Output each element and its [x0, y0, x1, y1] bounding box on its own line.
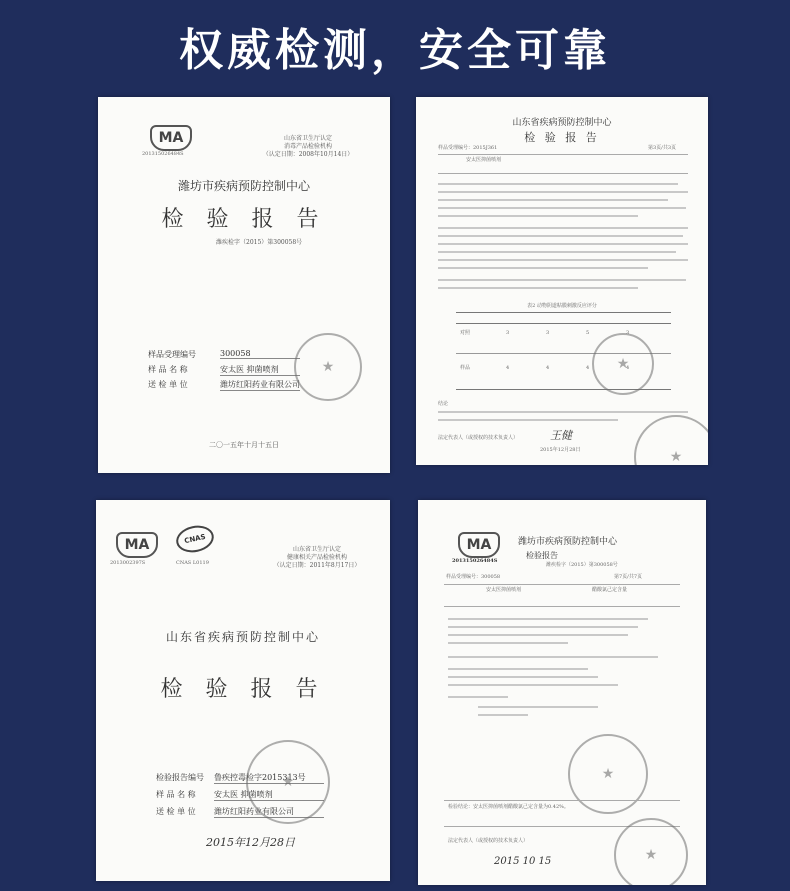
- section-title: 结论: [438, 401, 449, 407]
- sample-number: 样品受理编号：300058: [446, 574, 501, 580]
- organization-name: 潍坊市疾病预防控制中心: [518, 537, 618, 547]
- field-label: 样品受理编号: [148, 350, 196, 359]
- test-conclusion: 检验结论：安太医抑菌喷剂醋酸氯己定含量为0.42%。: [448, 804, 569, 810]
- page-headline: 权威检测，安全可靠: [179, 25, 611, 76]
- test-item: 醋酸氯己定含量: [592, 587, 628, 593]
- report-title: 检验报告: [526, 551, 558, 560]
- signature: 王健: [550, 429, 572, 442]
- cert-number: 201315026484S: [452, 558, 498, 564]
- report-card-weifang-results: [418, 500, 706, 885]
- official-seal-icon: [614, 818, 688, 885]
- field-label: 送 检 单 位: [156, 807, 196, 816]
- field-value: 安太医 抑菌喷剂: [220, 364, 300, 376]
- page-number: 第3页/共3页: [648, 145, 677, 151]
- cert-number: 2013002397S: [110, 560, 146, 566]
- authorization-text: 山东省卫生厅认定 健康相关产品检验机构 （认定日期：2011年8月17日）: [273, 546, 361, 569]
- sample-name: 安太医抑菌喷剂: [486, 587, 522, 593]
- organization-name: 山东省疾病预防控制中心: [512, 118, 612, 128]
- sample-name: 安太医抑菌喷剂: [466, 157, 502, 163]
- organization-name: 山东省疾病预防控制中心: [165, 630, 320, 644]
- report-card-shandong-results: 山东省疾病预防控制中心 检 验 报 告 样品受理编号：2015J361 第3页/共3页 安太医抑菌喷剂 表2 动物阴道粘膜刺激反应评分 对照 3 3 5 3 样品 4 4 4 4 结论 法定代表人（或授权的技术负责人） 王健 2015年12月28日 ★ ★: [416, 97, 708, 465]
- report-date: 二〇一五年十月十五日: [209, 441, 279, 449]
- cnas-number: CNAS L0119: [176, 560, 209, 566]
- official-seal-icon: [568, 734, 648, 814]
- report-number: 潍疾检字（2015）第300058号: [546, 562, 618, 568]
- page-number: 第7页/共7页: [614, 574, 643, 580]
- field-label: 检验报告编号: [156, 773, 204, 782]
- report-date: 2015年12月28日: [540, 447, 581, 453]
- official-seal-icon: [592, 333, 654, 395]
- report-title: 检 验 报 告: [160, 677, 326, 702]
- table-row-group: 对照: [460, 330, 471, 336]
- field-value: 潍坊红阳药业有限公司: [220, 380, 300, 389]
- official-seal-icon: [634, 415, 708, 465]
- signature-label: 法定代表人（或授权的技术负责人）: [438, 435, 519, 441]
- official-seal-icon: [246, 740, 330, 824]
- cma-logo-icon: MA: [116, 532, 158, 558]
- official-seal-icon: [294, 333, 362, 401]
- cnas-logo-icon: CNAS: [174, 522, 217, 555]
- field-value: 鲁疾控毒检字2015313号: [214, 772, 324, 784]
- cma-logo-icon: MA: [458, 532, 500, 558]
- cma-logo-icon: MA: [150, 125, 192, 151]
- report-title: 检 验 报 告: [161, 207, 327, 232]
- report-title: 检 验 报 告: [524, 131, 600, 144]
- cert-number: 201315026484S: [142, 151, 184, 157]
- report-number: 潍疾检字（2015）第300058号: [216, 239, 303, 246]
- authorization-text: 山东省卫生厅认定 消毒产品检验机构 （认定日期：2008年10月14日）: [262, 135, 354, 158]
- field-value: 300058: [220, 349, 300, 359]
- report-date: 2015年12月28日: [206, 836, 295, 849]
- organization-name: 潍坊市疾病预防控制中心: [177, 179, 310, 193]
- report-date: 2015 10 15: [494, 856, 552, 867]
- report-card-shandong-cover: [96, 500, 390, 881]
- table-row-group: 样品: [460, 365, 471, 371]
- field-value: 潍坊红阳药业有限公司: [214, 806, 324, 818]
- table-title: 表2 动物阴道粘膜刺激反应评分: [527, 303, 597, 309]
- field-label: 样 品 名 称: [156, 790, 196, 799]
- signature-label: 法定代表人（或授权的技术负责人）: [448, 838, 529, 844]
- sample-number: 样品受理编号：2015J361: [438, 145, 498, 151]
- field-value: 安太医 抑菌喷剂: [214, 789, 324, 801]
- report-card-weifang-cover: [98, 97, 390, 473]
- field-label: 样 品 名 称: [148, 365, 188, 374]
- field-label: 送 检 单 位: [148, 380, 188, 389]
